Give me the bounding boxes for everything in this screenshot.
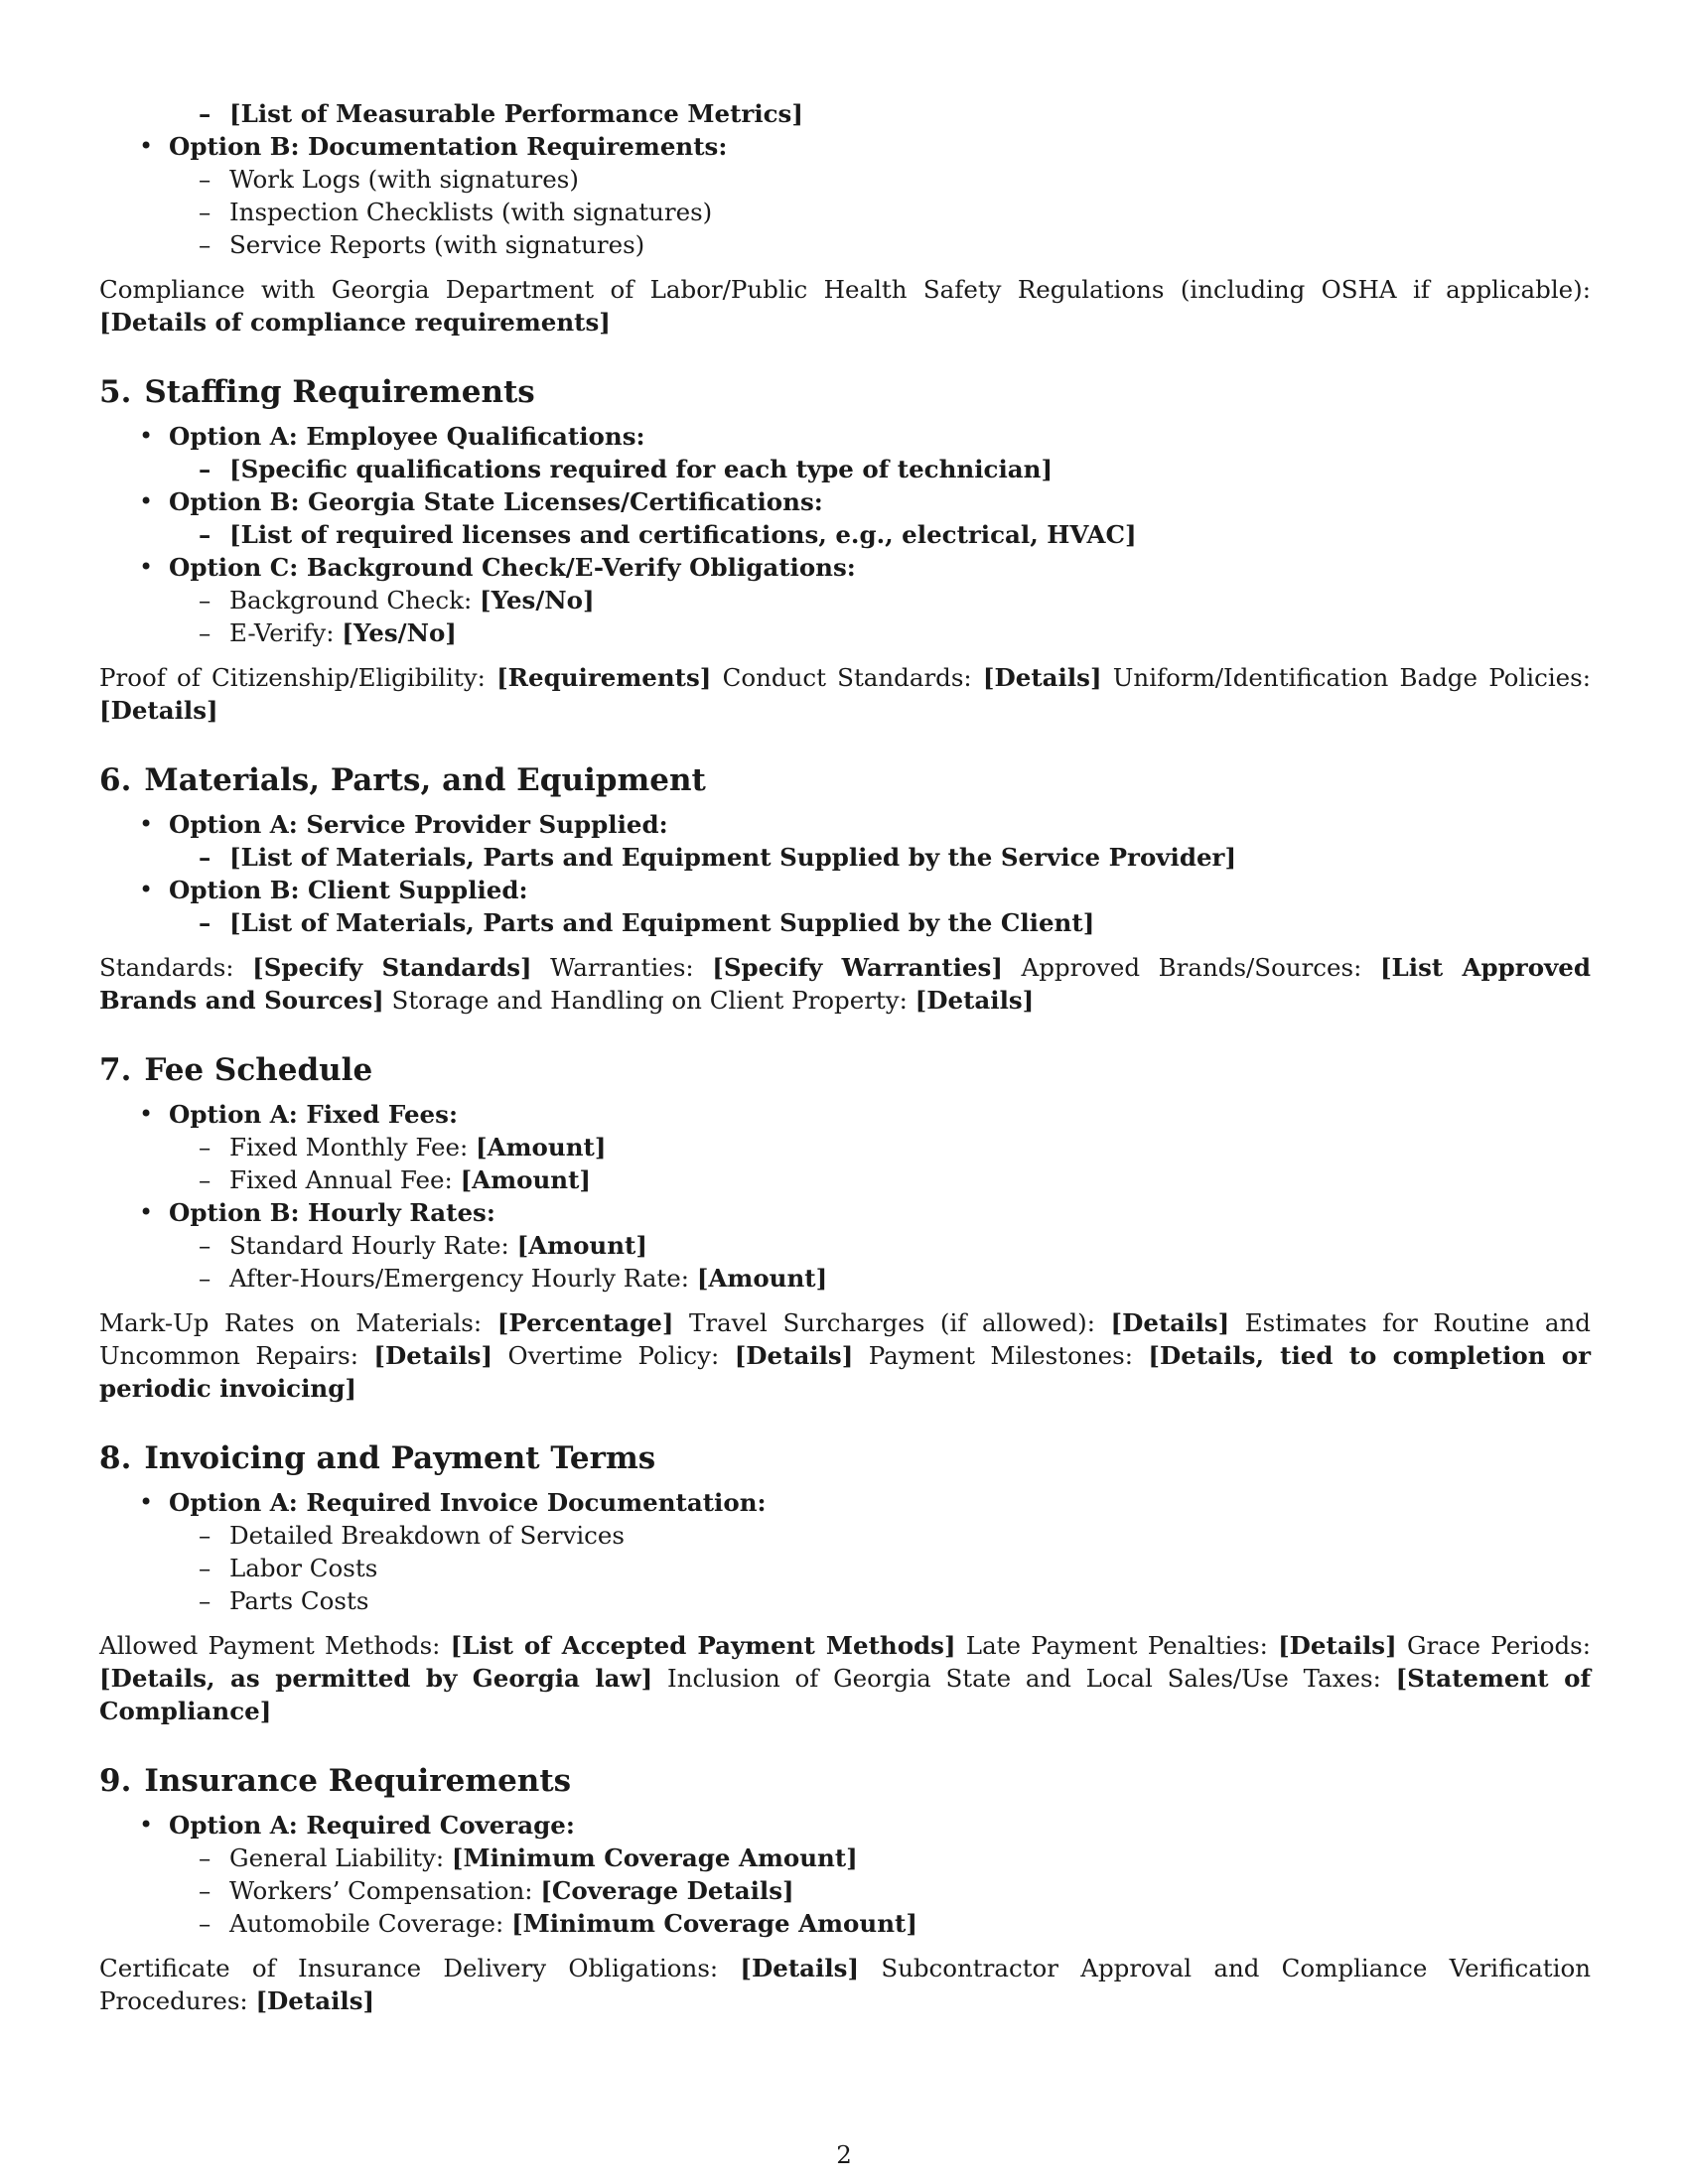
placeholder-value: [Percentage] bbox=[496, 1308, 674, 1337]
list-item bbox=[229, 616, 1591, 649]
option-title: Option B: Hourly Rates: bbox=[169, 1198, 495, 1227]
paragraph-text: Mark-Up Rates on Materials: bbox=[99, 1308, 497, 1337]
option-item bbox=[169, 485, 1591, 551]
list-item: – [List of Materials, Parts and Equipment Supplied by the Client] bbox=[229, 906, 1591, 939]
placeholder-value: [Details] bbox=[99, 696, 218, 725]
metrics-list bbox=[99, 97, 1591, 130]
section-heading bbox=[99, 1438, 1591, 1478]
option-title: Option A: Employee Qualifications: bbox=[169, 422, 645, 451]
paragraph-text: Grace Periods: bbox=[1396, 1631, 1591, 1660]
paragraph-text: Overtime Policy: bbox=[492, 1341, 735, 1370]
section-number: 9. bbox=[99, 1763, 132, 1799]
section-number: 6. bbox=[99, 762, 132, 798]
paragraph-text: Certificate of Insurance Delivery Obligations: bbox=[99, 1954, 741, 1982]
list-item: – Labor Costs bbox=[229, 1552, 1591, 1584]
sub-list bbox=[169, 584, 1591, 649]
paragraph-text: Travel Surcharges (if allowed): bbox=[673, 1308, 1111, 1337]
placeholder-value: [Details] bbox=[373, 1341, 493, 1370]
paragraph-text: Conduct Standards: bbox=[711, 663, 983, 692]
paragraph-text: Late Payment Penalties: bbox=[955, 1631, 1279, 1660]
list-item: – [List of Materials, Parts and Equipment Supplied by the Service Provider] bbox=[229, 841, 1591, 874]
list-item bbox=[229, 1907, 1591, 1940]
option-title: Option B: Client Supplied: bbox=[169, 876, 528, 904]
option-title: Option A: Required Invoice Documentation: bbox=[169, 1488, 767, 1517]
placeholder-value: [Amount] bbox=[460, 1165, 591, 1194]
section-paragraph bbox=[99, 661, 1591, 727]
section-heading bbox=[99, 372, 1591, 412]
section-paragraph bbox=[99, 1952, 1591, 2017]
paragraph-text: Compliance with Georgia Department of Labor/Public Health Safety Regulations (including OSHA if applicable): bbox=[99, 275, 1591, 304]
section-title: Fee Schedule bbox=[144, 1052, 373, 1088]
item-label: General Liability: bbox=[229, 1843, 452, 1872]
list-item: – Service Reports (with signatures) bbox=[229, 228, 1591, 261]
list-item: – [Specific qualifications required for each type of technician] bbox=[229, 453, 1591, 485]
placeholder-value: [Details] bbox=[982, 663, 1102, 692]
paragraph-text: Inclusion of Georgia State and Local Sales/Use Taxes: bbox=[652, 1664, 1396, 1693]
list-item: – Inspection Checklists (with signatures) bbox=[229, 196, 1591, 228]
paragraph-text: Uniform/Identification Badge Policies: bbox=[1101, 663, 1591, 692]
paragraph-text: Payment Milestones: bbox=[853, 1341, 1149, 1370]
list-item bbox=[229, 1842, 1591, 1874]
item-label: Workers’ Compensation: bbox=[229, 1876, 541, 1905]
option-item bbox=[169, 551, 1591, 649]
placeholder-value: [Yes/No] bbox=[480, 586, 595, 614]
section-title: Materials, Parts, and Equipment bbox=[144, 762, 706, 798]
option-title: Option A: Service Provider Supplied: bbox=[169, 810, 668, 839]
sub-list bbox=[169, 1131, 1591, 1196]
placeholder-value: [Details] bbox=[740, 1954, 860, 1982]
item-label: Automobile Coverage: bbox=[229, 1909, 512, 1938]
option-title: Option B: Georgia State Licenses/Certifications: bbox=[169, 487, 823, 516]
option-title: Option B: Documentation Requirements: bbox=[169, 132, 728, 161]
placeholder-value: [Details] bbox=[1110, 1308, 1230, 1337]
section-number: 8. bbox=[99, 1440, 132, 1476]
placeholder-value: [Details, as permitted by Georgia law] bbox=[99, 1664, 653, 1693]
item-label: E-Verify: bbox=[229, 618, 343, 647]
options-list bbox=[99, 130, 1591, 261]
placeholder-value: [Requirements] bbox=[496, 663, 712, 692]
placeholder-value: [Minimum Coverage Amount] bbox=[451, 1843, 858, 1872]
placeholder-value: [Details] bbox=[1278, 1631, 1397, 1660]
placeholder-value: [Yes/No] bbox=[342, 618, 457, 647]
sub-list bbox=[169, 453, 1591, 485]
options-list bbox=[99, 1098, 1591, 1295]
section-number: 7. bbox=[99, 1052, 132, 1088]
option-item bbox=[169, 130, 1591, 261]
section-paragraph bbox=[99, 951, 1591, 1017]
list-item: – Detailed Breakdown of Services bbox=[229, 1519, 1591, 1552]
options-list bbox=[99, 808, 1591, 939]
placeholder-value: [Details] bbox=[255, 1986, 375, 2015]
option-title: Option A: Required Coverage: bbox=[169, 1811, 575, 1840]
option-item bbox=[169, 808, 1591, 874]
options-list bbox=[99, 420, 1591, 649]
paragraph-text: Warranties: bbox=[531, 953, 713, 982]
sub-list bbox=[169, 906, 1591, 939]
section-title: Invoicing and Payment Terms bbox=[144, 1440, 656, 1476]
sub-list bbox=[169, 1842, 1591, 1940]
section-paragraph bbox=[99, 1306, 1591, 1405]
section-heading bbox=[99, 760, 1591, 800]
list-item: – [List of required licenses and certifications, e.g., electrical, HVAC] bbox=[229, 518, 1591, 551]
placeholder-value: [Coverage Details] bbox=[540, 1876, 794, 1905]
paragraph-text: Storage and Handling on Client Property: bbox=[383, 986, 915, 1015]
option-item bbox=[169, 1486, 1591, 1617]
paragraph-text: Subcontractor Approval and Compliance Verification Procedures: bbox=[99, 1954, 1592, 2015]
paragraph-text: Estimates for Routine and Uncommon Repairs: bbox=[99, 1308, 1591, 1370]
list-item bbox=[229, 1229, 1591, 1262]
placeholder-value: [Minimum Coverage Amount] bbox=[511, 1909, 917, 1938]
item-label: Standard Hourly Rate: bbox=[229, 1231, 517, 1260]
options-list bbox=[99, 1486, 1591, 1617]
option-item bbox=[169, 874, 1591, 939]
section-heading bbox=[99, 1050, 1591, 1090]
placeholder-value: [Specify Warranties] bbox=[712, 953, 1003, 982]
section-paragraph bbox=[99, 1629, 1591, 1727]
placeholder-value: [Amount] bbox=[696, 1264, 828, 1293]
page-number: 2 bbox=[836, 2140, 852, 2169]
list-item bbox=[229, 1874, 1591, 1907]
list-item bbox=[229, 1163, 1591, 1196]
option-title: Option A: Fixed Fees: bbox=[169, 1100, 458, 1129]
option-item bbox=[169, 1196, 1591, 1295]
section-title: Insurance Requirements bbox=[144, 1763, 572, 1799]
placeholder-value: [Details of compliance requirements] bbox=[99, 308, 611, 337]
list-item: – [List of Measurable Performance Metrics] bbox=[229, 97, 1591, 130]
item-label: After-Hours/Emergency Hourly Rate: bbox=[229, 1264, 697, 1293]
item-label: Fixed Monthly Fee: bbox=[229, 1133, 477, 1161]
document-page bbox=[99, 97, 1591, 2017]
option-item bbox=[169, 1098, 1591, 1196]
sub-list bbox=[169, 1229, 1591, 1295]
placeholder-value: [Details, tied to completion or periodic invoicing] bbox=[99, 1341, 1591, 1403]
list-item: – Parts Costs bbox=[229, 1584, 1591, 1617]
placeholder-value: [Details] bbox=[914, 986, 1035, 1015]
sub-list bbox=[169, 163, 1591, 261]
paragraph-text: Standards: bbox=[99, 953, 253, 982]
placeholder-value: [Specify Standards] bbox=[252, 953, 532, 982]
placeholder-value: [List Approved Brands and Sources] bbox=[99, 953, 1591, 1015]
sub-list bbox=[169, 1519, 1591, 1617]
sub-list bbox=[169, 841, 1591, 874]
placeholder-value: [Details] bbox=[734, 1341, 854, 1370]
placeholder-value: [Amount] bbox=[476, 1133, 607, 1161]
sub-list bbox=[169, 518, 1591, 551]
section-title: Staffing Requirements bbox=[144, 374, 535, 410]
placeholder-value: [List of Accepted Payment Methods] bbox=[450, 1631, 956, 1660]
option-item bbox=[169, 1809, 1591, 1940]
placeholder-value: [Statement of Compliance] bbox=[99, 1664, 1591, 1725]
list-item: – Work Logs (with signatures) bbox=[229, 163, 1591, 196]
item-label: Background Check: bbox=[229, 586, 480, 614]
paragraph-text: Approved Brands/Sources: bbox=[1002, 953, 1380, 982]
option-item bbox=[169, 420, 1591, 485]
compliance-paragraph bbox=[99, 273, 1591, 339]
paragraph-text: Allowed Payment Methods: bbox=[99, 1631, 451, 1660]
paragraph-text: Proof of Citizenship/Eligibility: bbox=[99, 663, 497, 692]
section-heading bbox=[99, 1761, 1591, 1801]
list-item bbox=[229, 1262, 1591, 1295]
section-number: 5. bbox=[99, 374, 132, 410]
list-item bbox=[229, 1131, 1591, 1163]
item-label: Fixed Annual Fee: bbox=[229, 1165, 461, 1194]
placeholder-value: [Amount] bbox=[516, 1231, 647, 1260]
option-title: Option C: Background Check/E-Verify Obligations: bbox=[169, 553, 856, 582]
options-list bbox=[99, 1809, 1591, 1940]
list-item bbox=[229, 584, 1591, 616]
